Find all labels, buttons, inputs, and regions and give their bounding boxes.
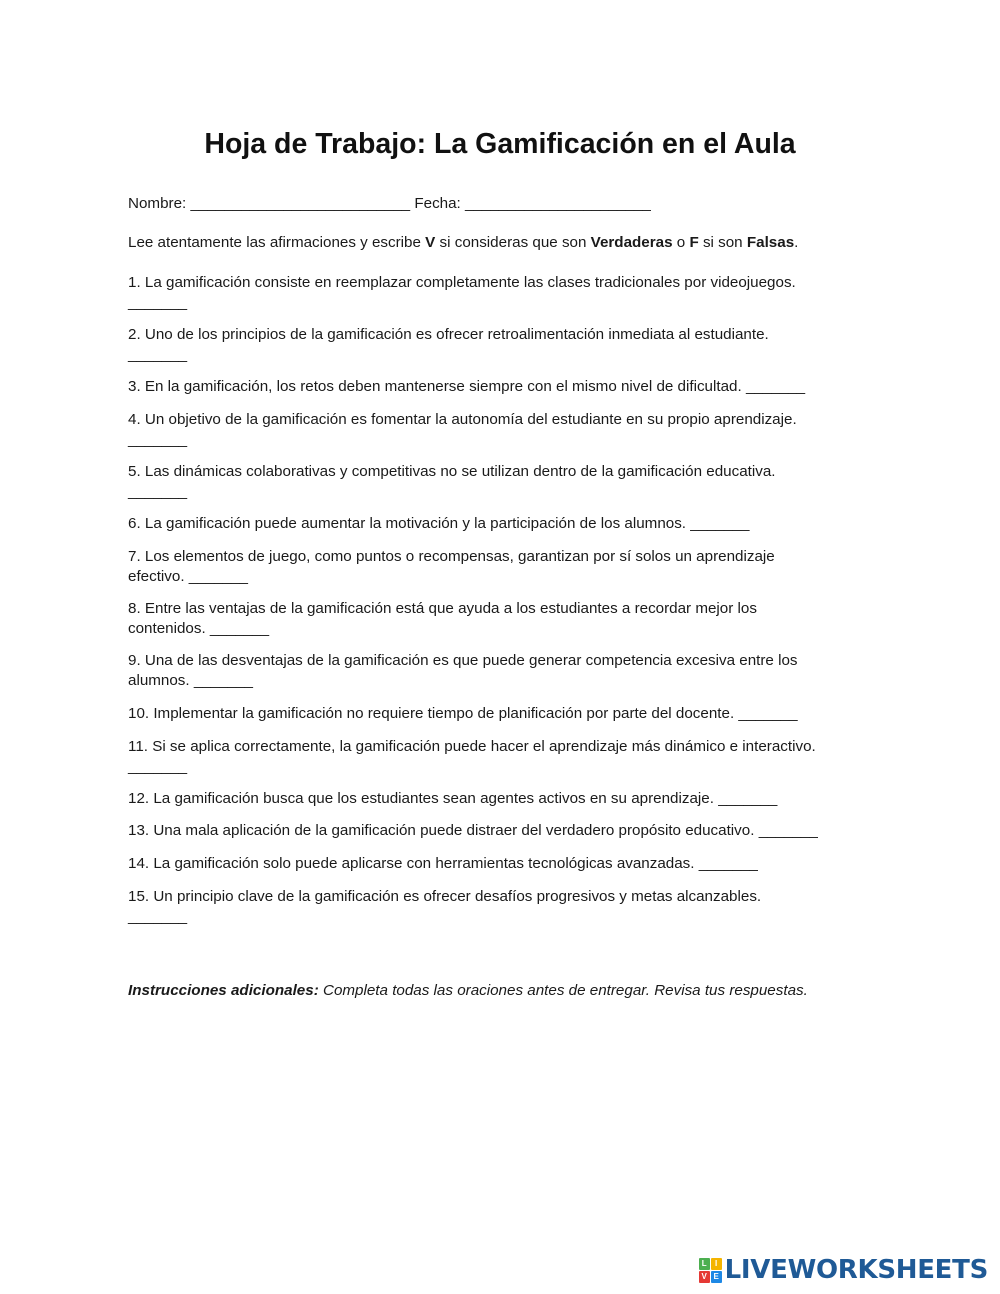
statement-text: 7. Los elementos de juego, como puntos o recompensas, garantizan por sí solos un aprendizaje efectivo.	[128, 548, 775, 585]
list-item	[128, 273, 796, 293]
statement-text: 4. Un objetivo de la gamificación es fomentar la autonomía del estudiante en su propio aprendizaje.	[128, 411, 797, 428]
answer-blank[interactable]: _______	[128, 431, 188, 448]
answer-blank[interactable]: _______	[193, 672, 254, 689]
list-item	[128, 737, 816, 757]
list-item	[128, 821, 818, 841]
list-item	[128, 854, 758, 874]
statement-text: 5. Las dinámicas colaborativas y competitivas no se utilizan dentro de la gamificación educativa.	[128, 463, 776, 480]
page-title: Hoja de Trabajo: La Gamificación en el Aula	[204, 128, 796, 160]
answer-blank[interactable]: _______	[690, 515, 750, 532]
name-label: Nombre:	[128, 195, 187, 212]
list-item	[128, 547, 833, 587]
statement-text: 12. La gamificación busca que los estudiantes sean agentes activos en su aprendizaje.	[128, 790, 714, 807]
statement-text: 10. Implementar la gamificación no requiere tiempo de planificación por parte del docente.	[128, 705, 735, 722]
statement-text: 3. En la gamificación, los retos deben mantenerse siempre con el mismo nivel de dificultad.	[128, 378, 742, 395]
list-item	[128, 789, 777, 809]
statement-text: 2. Uno de los principios de la gamificación es ofrecer retroalimentación inmediata al estudiante.	[128, 326, 769, 343]
list-item	[128, 599, 818, 639]
statement-text: 9. Una de las desventajas de la gamificación es que puede generar competencia excesiva entre los alumnos.	[128, 652, 798, 689]
answer-blank[interactable]: _______	[128, 908, 188, 925]
answer-blank[interactable]: _______	[718, 790, 778, 807]
date-field[interactable]: ______________________	[465, 195, 651, 212]
answer-blank[interactable]: _______	[128, 346, 188, 363]
answer-blank[interactable]: _______	[209, 620, 270, 637]
list-item	[128, 651, 853, 691]
name-field[interactable]: __________________________	[190, 195, 411, 212]
instructions-intro: Lee atentamente las afirmaciones y escribe V si consideras que son Verdaderas o F si son Falsas.	[128, 234, 799, 251]
answer-blank[interactable]: _______	[698, 855, 758, 872]
answer-blank[interactable]: _______	[128, 758, 188, 775]
date-label: Fecha:	[414, 195, 461, 212]
list-item	[128, 410, 797, 430]
list-item	[128, 887, 761, 907]
statement-text: 8. Entre las ventajas de la gamificación está que ayuda a los estudiantes a recordar mejor los contenidos.	[128, 600, 757, 637]
list-item	[128, 325, 769, 345]
answer-blank[interactable]: _______	[128, 483, 188, 500]
answer-blank[interactable]: _______	[745, 378, 806, 395]
additional-instructions	[128, 982, 808, 999]
name-date-line	[128, 194, 651, 214]
liveworksheets-logo-icon: L I V E	[699, 1258, 722, 1283]
statement-text: 14. La gamificación solo puede aplicarse con herramientas tecnológicas avanzadas.	[128, 855, 695, 872]
additional-instructions-label: Instrucciones adicionales:	[128, 982, 319, 999]
statement-text: 1. La gamificación consiste en reemplazar completamente las clases tradicionales por videojuegos.	[128, 274, 796, 291]
answer-blank[interactable]: _______	[758, 822, 818, 839]
logo-text: LIVEWORKSHEETS	[724, 1255, 988, 1285]
answer-blank[interactable]: _______	[128, 294, 188, 311]
statement-text: 15. Un principio clave de la gamificación es ofrecer desafíos progresivos y metas alcanzables.	[128, 888, 762, 905]
list-item	[128, 462, 776, 482]
statement-text: 13. Una mala aplicación de la gamificación puede distraer del verdadero propósito educativo.	[128, 822, 755, 839]
answer-blank[interactable]: _______	[188, 568, 248, 585]
statement-text: 6. La gamificación puede aumentar la motivación y la participación de los alumnos.	[128, 515, 687, 532]
list-item	[128, 704, 798, 724]
list-item	[128, 377, 805, 397]
list-item	[128, 514, 749, 534]
statement-text: 11. Si se aplica correctamente, la gamificación puede hacer el aprendizaje más dinámico e interactivo.	[128, 738, 816, 755]
additional-instructions-text: Completa todas las oraciones antes de entregar. Revisa tus respuestas.	[318, 982, 808, 999]
liveworksheets-logo	[699, 1253, 988, 1287]
answer-blank[interactable]: _______	[738, 705, 798, 722]
